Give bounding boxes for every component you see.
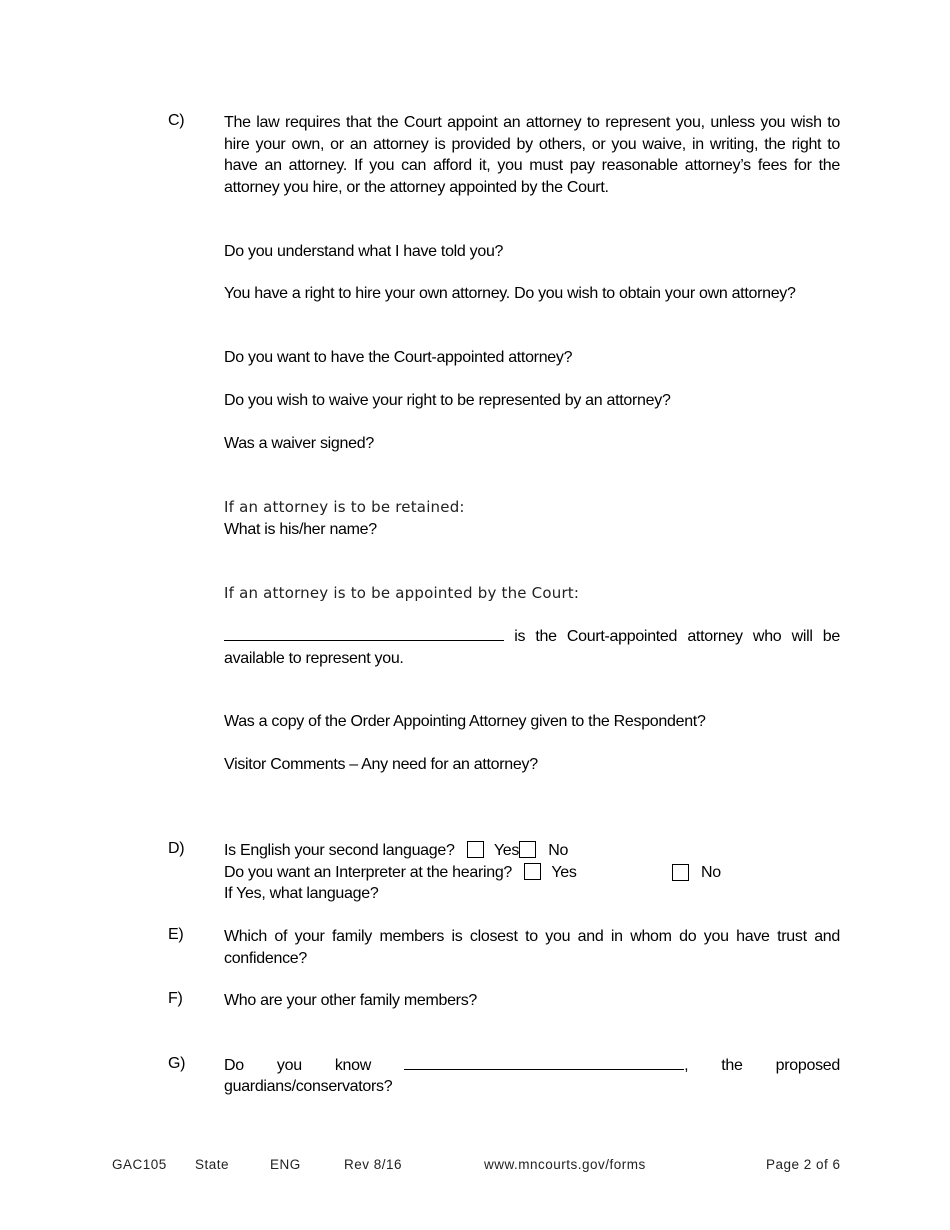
second-language-row	[224, 840, 840, 862]
section-c-label: C)	[168, 112, 185, 129]
guardian-name-field[interactable]: ,	[404, 1055, 688, 1077]
footer-state: State	[195, 1157, 230, 1172]
question-other-family: Who are your other family members?	[224, 992, 478, 1009]
second-language-no-label: No	[548, 842, 569, 859]
question-waiver-signed: Was a waiver signed?	[224, 435, 374, 452]
second-language-yes-checkbox[interactable]	[467, 841, 484, 858]
question-copy-order: Was a copy of the Order Appointing Attorney given to the Respondent?	[224, 713, 706, 730]
guardians-conservators-text: guardians/conservators?	[224, 1078, 393, 1095]
question-closest-family: Which of your family members is closest to you and in whom do you have trust and confidence?	[224, 928, 840, 967]
footer-url[interactable]: www.mncourts.gov/forms	[484, 1157, 646, 1172]
word-you: you	[276, 1057, 302, 1074]
retained-heading: If an attorney is to be retained:	[224, 498, 465, 516]
section-f-label: F)	[168, 990, 183, 1007]
word-the: the	[721, 1057, 743, 1074]
footer-form-id: GAC105	[112, 1157, 167, 1172]
question-interpreter: Do you want an Interpreter at the hearing?	[224, 864, 513, 881]
word-do: Do	[224, 1057, 244, 1074]
question-what-language: If Yes, what language?	[224, 885, 379, 902]
appointed-heading: If an attorney is to be appointed by the Court:	[224, 584, 580, 602]
section-g-label: G)	[168, 1055, 186, 1072]
interpreter-no-checkbox[interactable]	[672, 864, 689, 881]
question-know-guardians	[224, 1055, 840, 1077]
question-second-language: Is English your second language?	[224, 842, 455, 859]
second-language-yes-label: Yes	[493, 842, 520, 859]
word-know: know	[334, 1057, 372, 1074]
footer-page-number: Page 2 of 6	[766, 1157, 841, 1172]
attorney-law-paragraph: The law requires that the Court appoint an attorney to represent you, unless you wish to hire your own, or an attorney is provided by others, or you waive, in writing, the right to have an attorney. If you can afford it, you must pay reasonable attorney’s fees for the attorney you hire, or the attorney appointed by the Court.	[224, 114, 840, 196]
word-proposed: proposed	[775, 1057, 840, 1074]
second-language-no-checkbox[interactable]	[519, 841, 536, 858]
appointed-attorney-text: is the Court-appointed attorney who will be available to represent you.	[224, 628, 840, 667]
interpreter-yes-label: Yes	[551, 864, 577, 881]
visitor-comments: Visitor Comments – Any need for an attorney?	[224, 756, 538, 773]
section-d-label: D)	[168, 840, 185, 857]
question-waive-right: Do you wish to waive your right to be represented by an attorney?	[224, 392, 671, 409]
question-understand: Do you understand what I have told you?	[224, 243, 504, 260]
interpreter-no-label: No	[701, 864, 721, 881]
section-e-label: E)	[168, 926, 184, 943]
guardian-name-blank[interactable]	[404, 1055, 684, 1070]
interpreter-yes-checkbox[interactable]	[524, 863, 541, 880]
footer-language: ENG	[270, 1157, 301, 1172]
footer-revision: Rev 8/16	[344, 1157, 403, 1172]
question-court-appointed: Do you want to have the Court-appointed attorney?	[224, 349, 573, 366]
question-attorney-name: What is his/her name?	[224, 521, 377, 538]
interpreter-row	[224, 862, 840, 884]
appointed-attorney-statement	[224, 626, 840, 669]
question-hire-attorney: You have a right to hire your own attorney. Do you wish to obtain your own attorney?	[224, 285, 796, 302]
attorney-name-blank[interactable]	[224, 626, 504, 641]
